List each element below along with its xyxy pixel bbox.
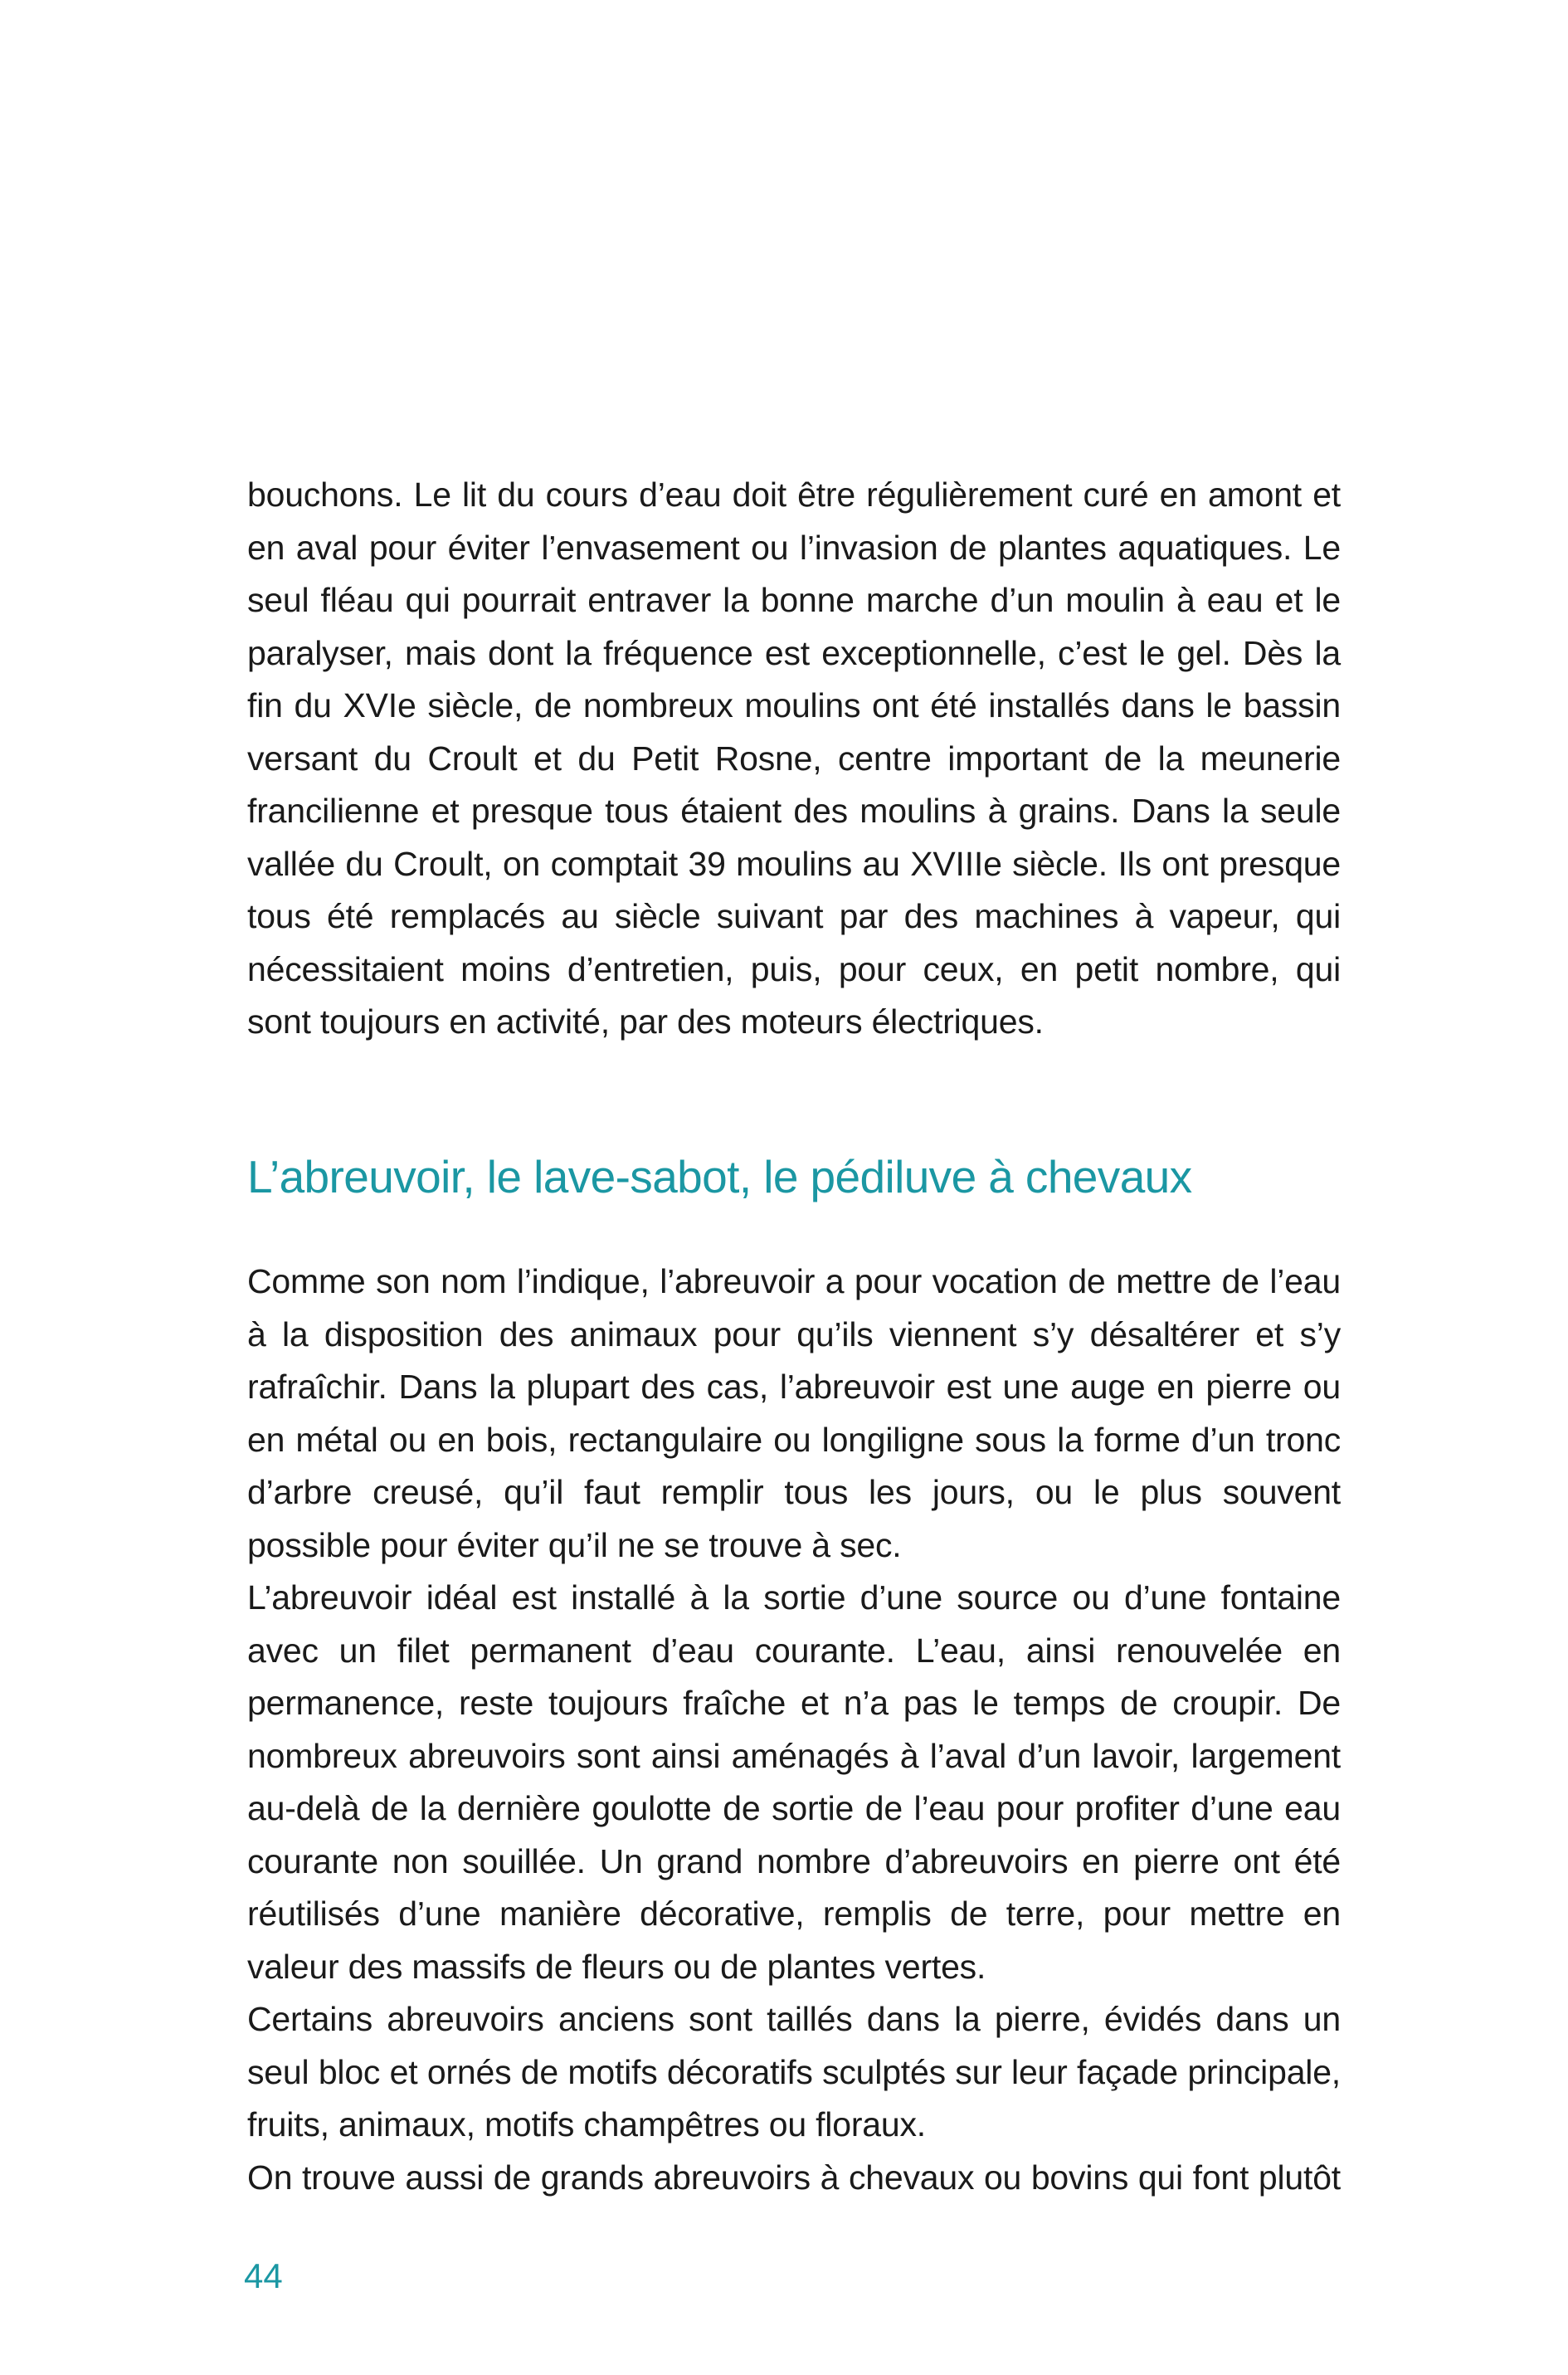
section-continuation bbox=[247, 469, 1341, 1049]
page-number: 44 bbox=[244, 2256, 283, 2295]
paragraph: bouchons. Le lit du cours d’eau doit être régulièrement curé en amont et en aval pour éviter l’envasement ou l’invasion de plantes aquatiques. Le seul fléau qui pourrait entraver la bonne marche d’un moulin à eau et le paralyser, mais dont la fréquence est exceptionnelle, c’est le gel. Dès la fin du XVIe siècle, de nombreux moulins ont été installés dans le bassin versant du Croult et du Petit Rosne, centre important de la meunerie francilienne et presque tous étaient des moulins à grains. Dans la seule vallée du Croult, on comptait 39 moulins au XVIIIe siècle. Ils ont presque tous été remplacés au siècle suivant par des machines à vapeur, qui nécessitaient moins d’entretien, puis, pour ceux, en petit nombre, qui sont toujours en activité, par des moteurs électriques. bbox=[247, 475, 1341, 1041]
paragraph: L’abreuvoir idéal est installé à la sortie d’une source ou d’une fontaine avec un filet permanent d’eau courante. L’eau, ainsi renouvelée en permanence, reste toujours fraîche et n’a pas le temps de croupir. De nombreux abreuvoirs sont ainsi aménagés à l’aval d’un lavoir, largement au-delà de la dernière goulotte de sortie de l’eau pour profiter d’une eau courante non souillée. Un grand nombre d’abreuvoirs en pierre ont été réutilisés d’une manière décorative, remplis de terre, pour mettre en valeur des massifs de fleurs ou de plantes vertes. bbox=[247, 1578, 1341, 1986]
section-body bbox=[247, 1256, 1341, 2204]
paragraph: On trouve aussi de grands abreuvoirs à chevaux ou bovins qui font plutôt bbox=[247, 2158, 1341, 2197]
paragraph: Certains abreuvoirs anciens sont taillés dans la pierre, évidés dans un seul bloc et ornés de motifs décoratifs sculptés sur leur façade principale, fruits, animaux, motifs champêtres ou floraux. bbox=[247, 2000, 1341, 2143]
section-heading: L’abreuvoir, le lave-sabot, le pédiluve à chevaux bbox=[247, 1151, 1192, 1202]
paragraph: Comme son nom l’indique, l’abreuvoir a pour vocation de mettre de l’eau à la disposition des animaux pour qu’ils viennent s’y désaltérer et s’y rafraîchir. Dans la plupart des cas, l’abreuvoir est une auge en pierre ou en métal ou en bois, rectangulaire ou longiligne sous la forme d’un tronc d’arbre creusé, qu’il faut remplir tous les jours, ou le plus souvent possible pour éviter qu’il ne se trouve à sec. bbox=[247, 1262, 1341, 1564]
